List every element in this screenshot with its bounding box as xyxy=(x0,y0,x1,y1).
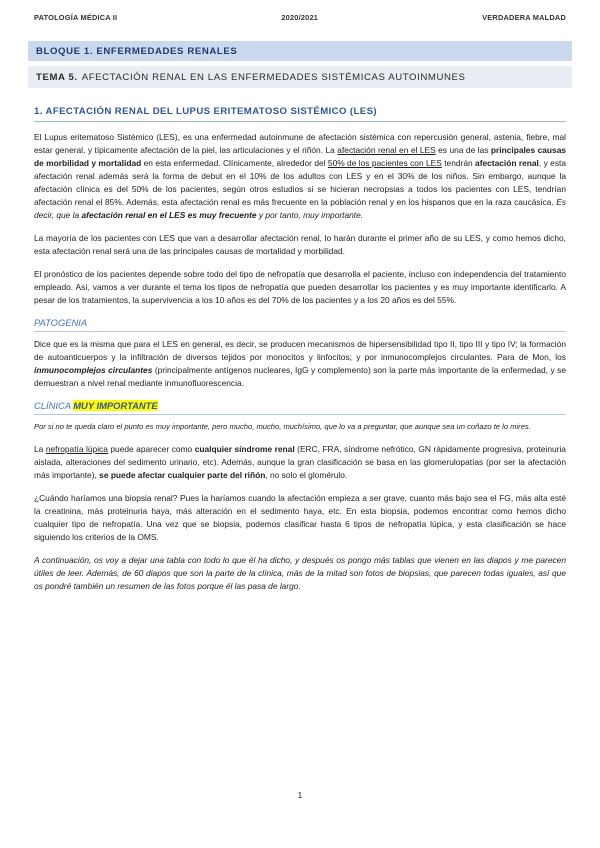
paragraph-les-intro xyxy=(34,131,566,222)
header-year: 2020/2021 xyxy=(281,13,319,22)
bold-text: afectación renal xyxy=(475,158,539,168)
text-run: (principalmente antígenos nucleares, IgG y complemento) son la parte más importante de la enfermedad, y se demuestran a nivel renal mediante inmunofluorescencia. xyxy=(34,365,566,388)
note-clinica-important: Por si no te queda claro el punto es muy importante, pero mucho, mucho, muchísimo, que lo va a preguntar, que aunque sea un coñazo te lo mires. xyxy=(34,422,531,431)
text-run: El Lupus eritematoso Sistémico (LES), es una enfermedad autoinmune de afectación sistémica con repercusión general, astenia, fiebre, mal estar general, y típicamente afectación de la piel, las articulaciones y el riñón. La xyxy=(34,132,566,155)
subheading-patogenia: PATOGENIA xyxy=(34,317,566,332)
bold-text: principales causas de morbilidad y mortalidad xyxy=(34,145,567,168)
block-title-banner xyxy=(28,41,572,61)
underlined-text: 50% de los pacientes con LES xyxy=(327,158,442,168)
highlight-badge: MUY IMPORTANTE xyxy=(73,400,158,411)
underlined-text: nefropatía lúpica xyxy=(45,444,108,454)
text-run: puede aparecer como xyxy=(107,444,195,454)
paragraph-patogenia xyxy=(34,338,566,390)
text-run: es una de las xyxy=(435,145,491,155)
text-run: (ERC, FRA, síndrome nefrótico, GN rápidamente progresiva, proteinuria aislada, alteraciones del sedimento urinario, etc). Además, aunque la gran clasificación se basa en las glomerulopatías (por ser la afectación más importante), xyxy=(34,444,566,480)
topic-number: TEMA 5. xyxy=(36,71,78,83)
header-author: VERDADERA MALDAD xyxy=(482,13,566,22)
bold-text: se puede afectar cualquier parte del riñón xyxy=(99,470,266,480)
italic-text: y por tanto, muy importante. xyxy=(256,210,364,220)
block-title: BLOQUE 1. ENFERMEDADES RENALES xyxy=(36,45,238,57)
text-run: en esta enfermedad. Clínicamente, alrededor del xyxy=(141,158,328,168)
clinica-title: CLÍNICA xyxy=(34,400,71,411)
text-run: , y esta afectación renal además será la forma de debut en el 10% de los adultos con LES y en el 30% de los niños. Sin embargo, aunque la afectación clínica es del 50% de los pacientes, según otros estudios si se hicieran necropsias a todos los pacientes con LES, tendrían afectación renal el 85%. Además, esta afectación renal es más frecuente en la población renal y en los hispanos que en la raza caucásica. xyxy=(34,158,567,207)
paragraph-les-first-year: La mayoría de los pacientes con LES que van a desarrollar afectación renal, lo harán durante el primer año de su LES, y como hemos dicho, esta afectación renal será una de las principales causas de mortalidad y morbilidad. xyxy=(34,233,566,256)
text-run: tendrán xyxy=(441,158,476,168)
page-number: 1 xyxy=(297,790,303,800)
bold-text: cualquier síndrome renal xyxy=(194,444,295,454)
topic-title: AFECTACIÓN RENAL EN LAS ENFERMEDADES SISTÉMICAS AUTOINMUNES xyxy=(81,71,466,83)
paragraph-biopsia: ¿Cuándo haríamos una biopsia renal? Pues la haríamos cuando la afectación empieza a ser grave, cuanto más bajo sea el FG, más alta esté la creatinina, más proteinuria haya, más alteración en el sedimento haya, etc. En esta biopsia, podemos encontrar como hemos dicho cualquier tipo de nefropatía. Una vez que se biopsia, podemos clasificar hasta 6 tipos de nefropatía lúpica, y esta clasificación se hace siguiendo los criterios de la OMS. xyxy=(34,493,566,542)
text-run: , no solo el glomérulo. xyxy=(265,470,348,480)
section-heading-les: 1. AFECTACIÓN RENAL DEL LUPUS ERITEMATOSO SISTÉMICO (LES) xyxy=(34,106,566,122)
underlined-text: afectación renal en el LES xyxy=(337,145,436,155)
bold-italic-text: afectación renal en el LES es muy frecuente xyxy=(81,210,257,220)
text-run: Dice que es la misma que para el LES en general, es decir, se producen mecanismos de hipersensibilidad tipo II, tipo III y tipo IV; la formación de autoanticuerpos y la infiltración de diversos tejidos por monocitos y linfocitos; y por inmunocomplejos circulantes. Para de Mon, los xyxy=(34,339,566,362)
document-body xyxy=(34,106,566,603)
text-run: La xyxy=(34,444,46,454)
bold-italic-text: inmunocomplejos circulantes xyxy=(34,365,153,375)
paragraph-les-prognosis: El pronóstico de los pacientes depende sobre todo del tipo de nefropatía que desarrolla el paciente, incluso con independencia del tratamiento empleado. Así, vamos a ver durante el tema los tipos de nefropatía que pueden desarrollar los pacientes y es muy importante identificarlo. A pesar de los tratamientos, la supervivencia a los 10 años es del 70% de los pacientes y a los 20 años es del 55%. xyxy=(34,269,566,305)
paragraph-continuacion: A continuación, os voy a dejar una tabla con todo lo que él ha dicho, y después os pongo más tablas que vienen en las diapos y me parecen útiles de leer. Además, de 60 diapos que son la parte de la clínica, más de la mitad son fotos de biopsias, que parecen todas iguales, así que os pondré también un resumen de las fotos porque él las pasa de largo. xyxy=(34,555,566,591)
page-header xyxy=(34,13,566,22)
paragraph-nefropatia-lupica xyxy=(34,443,566,482)
header-subject: PATOLOGÍA MÉDICA II xyxy=(34,13,118,22)
italic-text: Es decir, que la xyxy=(34,197,566,220)
topic-banner xyxy=(28,66,572,88)
subheading-clinica xyxy=(34,400,566,415)
